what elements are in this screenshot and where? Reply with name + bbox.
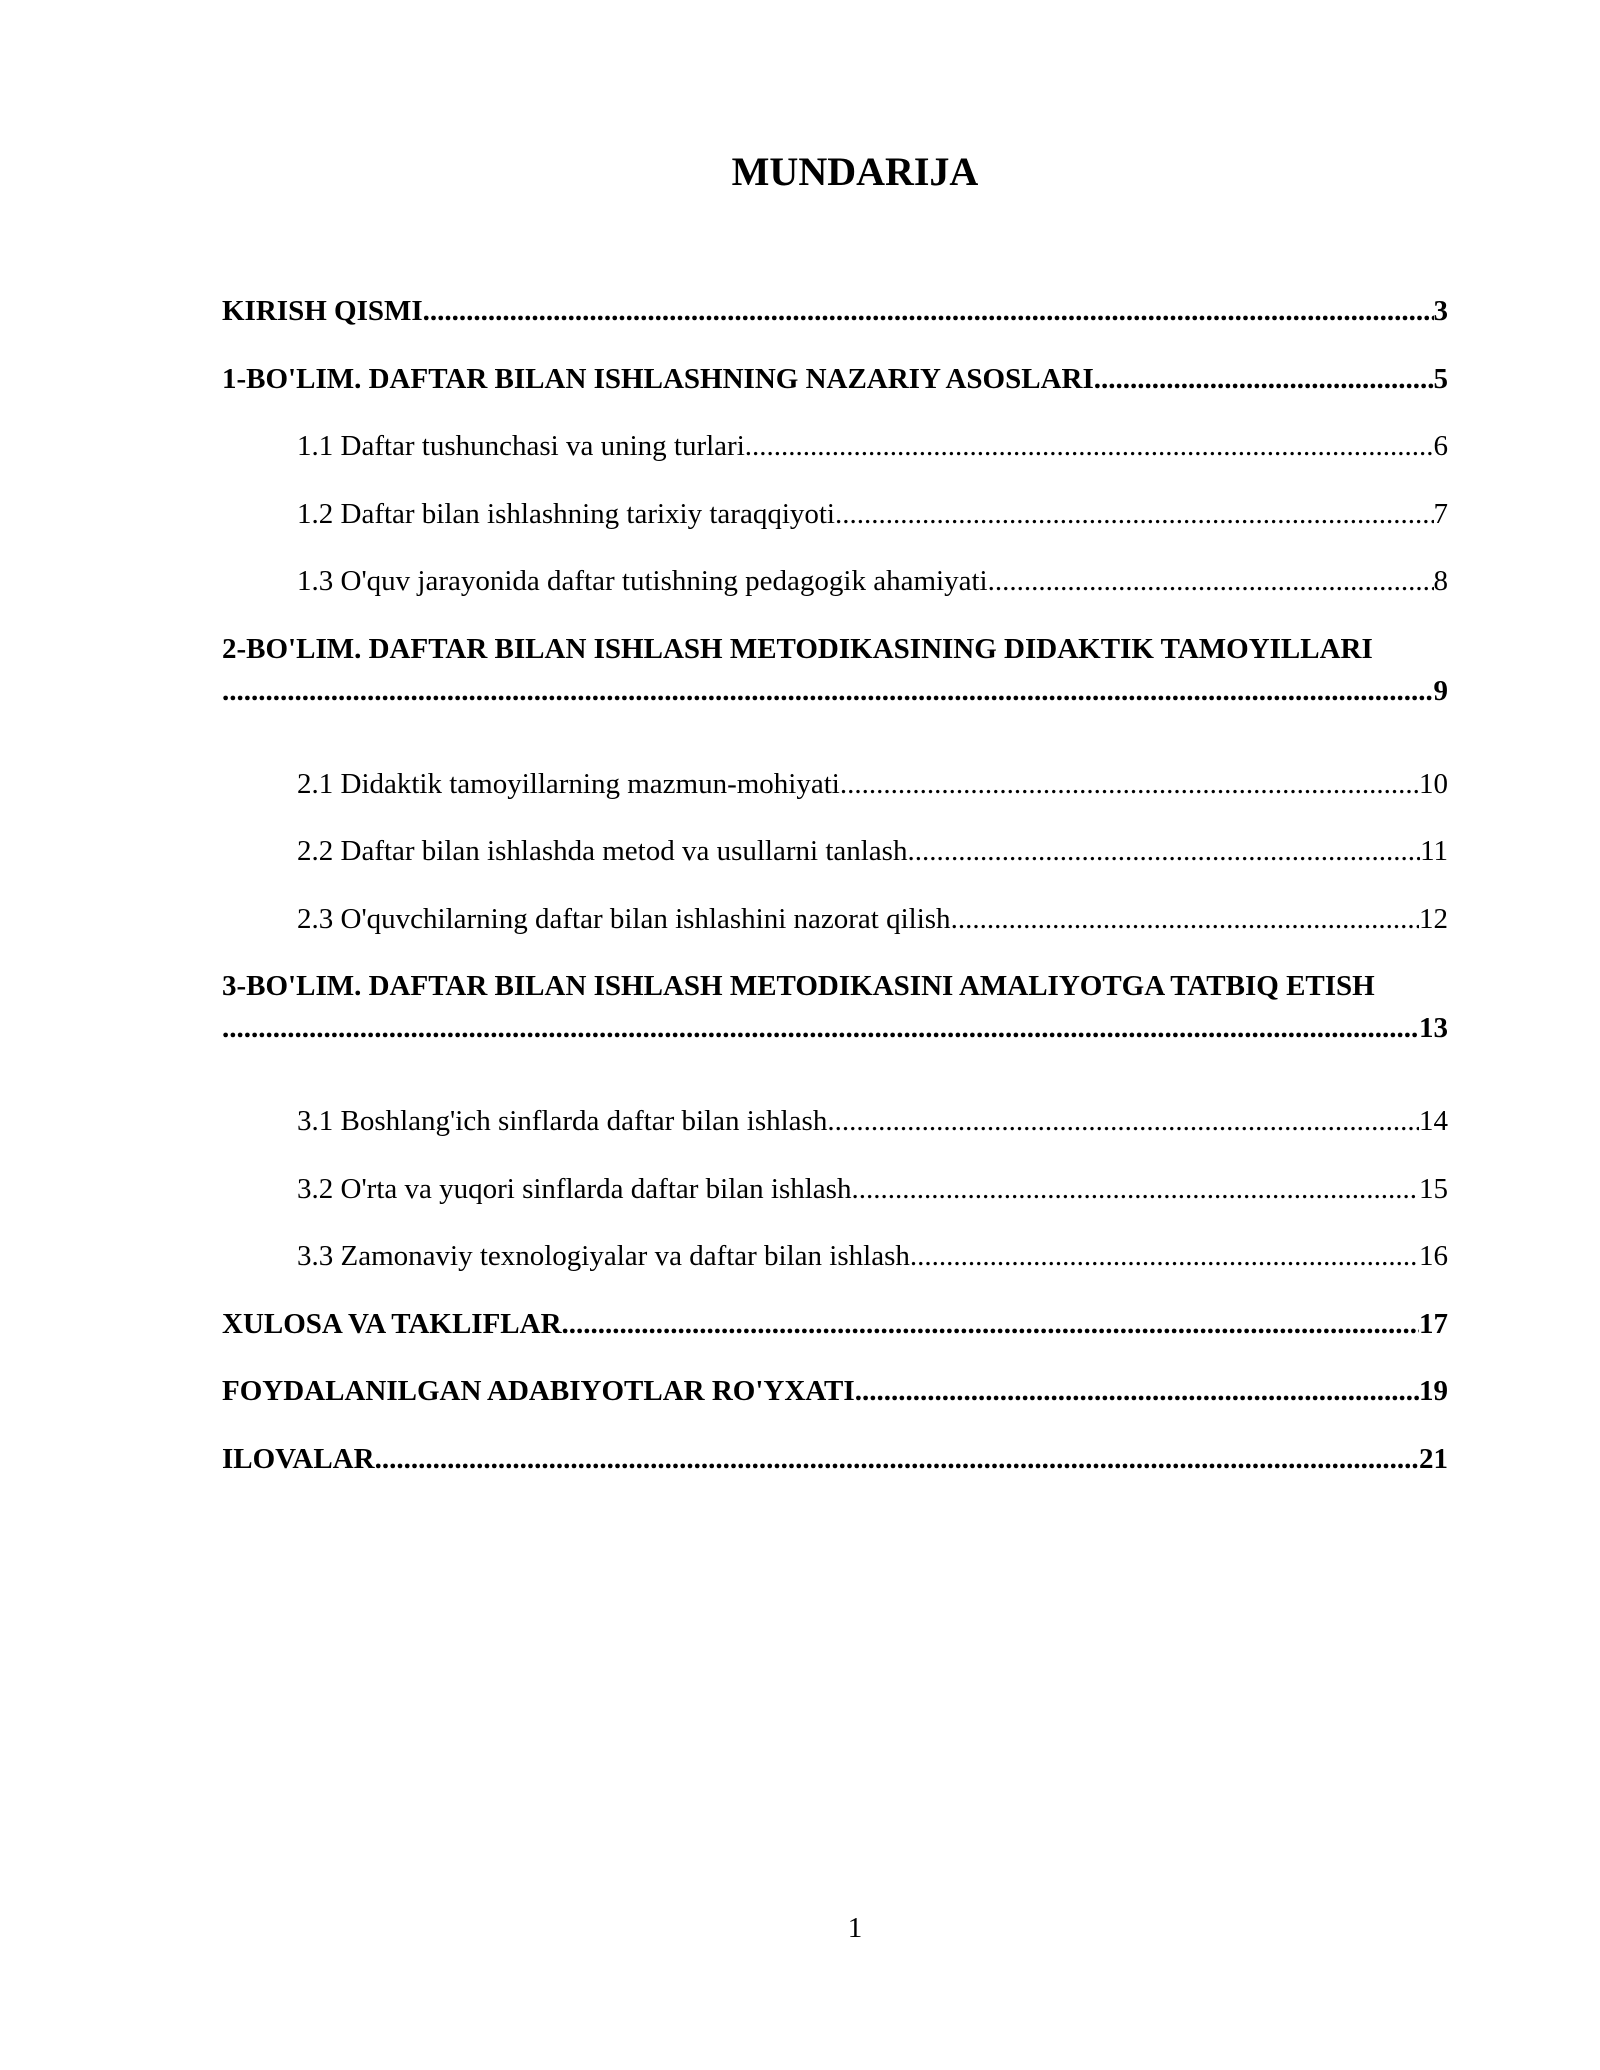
toc-entry-title: XULOSA VA TAKLIFLAR <box>222 1307 562 1340</box>
toc-entry-title: 2.3 O'quvchilarning daftar bilan ishlashini nazorat qilish <box>297 902 951 935</box>
toc-entry-title: 1-BO'LIM. DAFTAR BILAN ISHLASHNING NAZARIY ASOSLARI <box>222 362 1094 395</box>
table-of-contents <box>222 290 1448 1505</box>
toc-subentry[interactable] <box>222 1235 1448 1303</box>
toc-entry[interactable] <box>222 628 1448 763</box>
toc-entry-page: 11 <box>1420 835 1448 867</box>
toc-entry-title: KIRISH QISMI <box>222 295 423 327</box>
toc-entry-title: FOYDALANILGAN ADABIYOTLAR RO'YXATI <box>222 1375 855 1407</box>
toc-entry-page: 21 <box>1419 1442 1448 1475</box>
toc-entry-title: 3.2 O'rta va yuqori sinflarda daftar bilan ishlash <box>297 1172 852 1205</box>
toc-subentry[interactable] <box>222 830 1448 898</box>
toc-subentry[interactable] <box>222 1100 1448 1168</box>
toc-entry-title: 3.1 Boshlang'ich sinflarda daftar bilan ishlash <box>297 1105 828 1137</box>
toc-leader-dots <box>1094 358 1434 400</box>
toc-entry-title: 3.3 Zamonaviy texnologiyalar va daftar bilan ishlash <box>297 1240 910 1272</box>
toc-leader-dots <box>840 763 1419 805</box>
toc-entry-title: 2.2 Daftar bilan ishlashda metod va usullarni tanlash <box>297 835 908 867</box>
toc-leader-dots <box>375 1438 1419 1480</box>
toc-entry-page: 5 <box>1433 362 1448 395</box>
toc-leader-dots <box>988 560 1434 602</box>
toc-entry-page: 8 <box>1433 565 1448 597</box>
toc-entry[interactable] <box>222 1303 1448 1371</box>
toc-subentry[interactable] <box>222 560 1448 628</box>
toc-entry-title: 3-BO'LIM. DAFTAR BILAN ISHLASH METODIKASINI AMALIYOTGA TATBIQ ETISH <box>222 970 1375 1002</box>
toc-entry[interactable] <box>222 965 1448 1100</box>
toc-subentry[interactable] <box>222 898 1448 966</box>
toc-leader-dots <box>851 1168 1419 1210</box>
toc-leader-dots <box>835 493 1434 535</box>
toc-leader-dots <box>855 1370 1419 1412</box>
page-title: MUNDARIJA <box>731 149 979 194</box>
toc-entry-title: 1.2 Daftar bilan ishlashning tarixiy taraqqiyoti <box>297 497 835 530</box>
toc-entry-page: 3 <box>1433 295 1448 327</box>
toc-leader-dots <box>910 1235 1419 1277</box>
toc-subentry[interactable] <box>222 763 1448 831</box>
toc-entry[interactable] <box>222 290 1448 358</box>
toc-entry-title: 1.3 O'quv jarayonida daftar tutishning pedagogik ahamiyati <box>297 565 988 597</box>
toc-leader-dots <box>562 1303 1419 1345</box>
toc-entry-page: 17 <box>1419 1307 1448 1340</box>
toc-leader-dots <box>827 1100 1419 1142</box>
toc-entry-page: 16 <box>1419 1240 1448 1272</box>
toc-entry-title: 1.1 Daftar tushunchasi va uning turlari <box>297 430 745 462</box>
toc-leader-dots <box>222 670 1434 712</box>
toc-entry-title: 2-BO'LIM. DAFTAR BILAN ISHLASH METODIKASINING DIDAKTIK TAMOYILLARI <box>222 632 1373 665</box>
toc-leader-dots <box>222 1007 1419 1049</box>
toc-subentry[interactable] <box>222 1168 1448 1236</box>
toc-entry-page: 13 <box>1419 1012 1448 1044</box>
toc-entry-page: 6 <box>1433 430 1448 462</box>
toc-entry[interactable] <box>222 1370 1448 1438</box>
toc-entry-title: ILOVALAR <box>222 1442 375 1475</box>
toc-entry[interactable] <box>222 1438 1448 1506</box>
toc-leader-dots <box>951 898 1419 940</box>
toc-leader-dots <box>907 830 1420 872</box>
toc-entry-page: 19 <box>1419 1375 1448 1407</box>
toc-entry-title: 2.1 Didaktik tamoyillarning mazmun-mohiyati <box>297 767 840 800</box>
page-number: 1 <box>847 1912 863 1944</box>
toc-leader-dots <box>423 290 1434 332</box>
toc-entry-page: 7 <box>1433 497 1448 530</box>
toc-entry[interactable] <box>222 358 1448 426</box>
toc-subentry[interactable] <box>222 425 1448 493</box>
toc-leader-dots <box>745 425 1434 467</box>
toc-entry-page: 10 <box>1419 767 1448 800</box>
toc-entry-page: 14 <box>1419 1105 1448 1137</box>
toc-entry-page: 9 <box>1433 674 1448 707</box>
toc-entry-page: 15 <box>1419 1172 1448 1205</box>
toc-subentry[interactable] <box>222 493 1448 561</box>
toc-entry-page: 12 <box>1419 902 1448 935</box>
